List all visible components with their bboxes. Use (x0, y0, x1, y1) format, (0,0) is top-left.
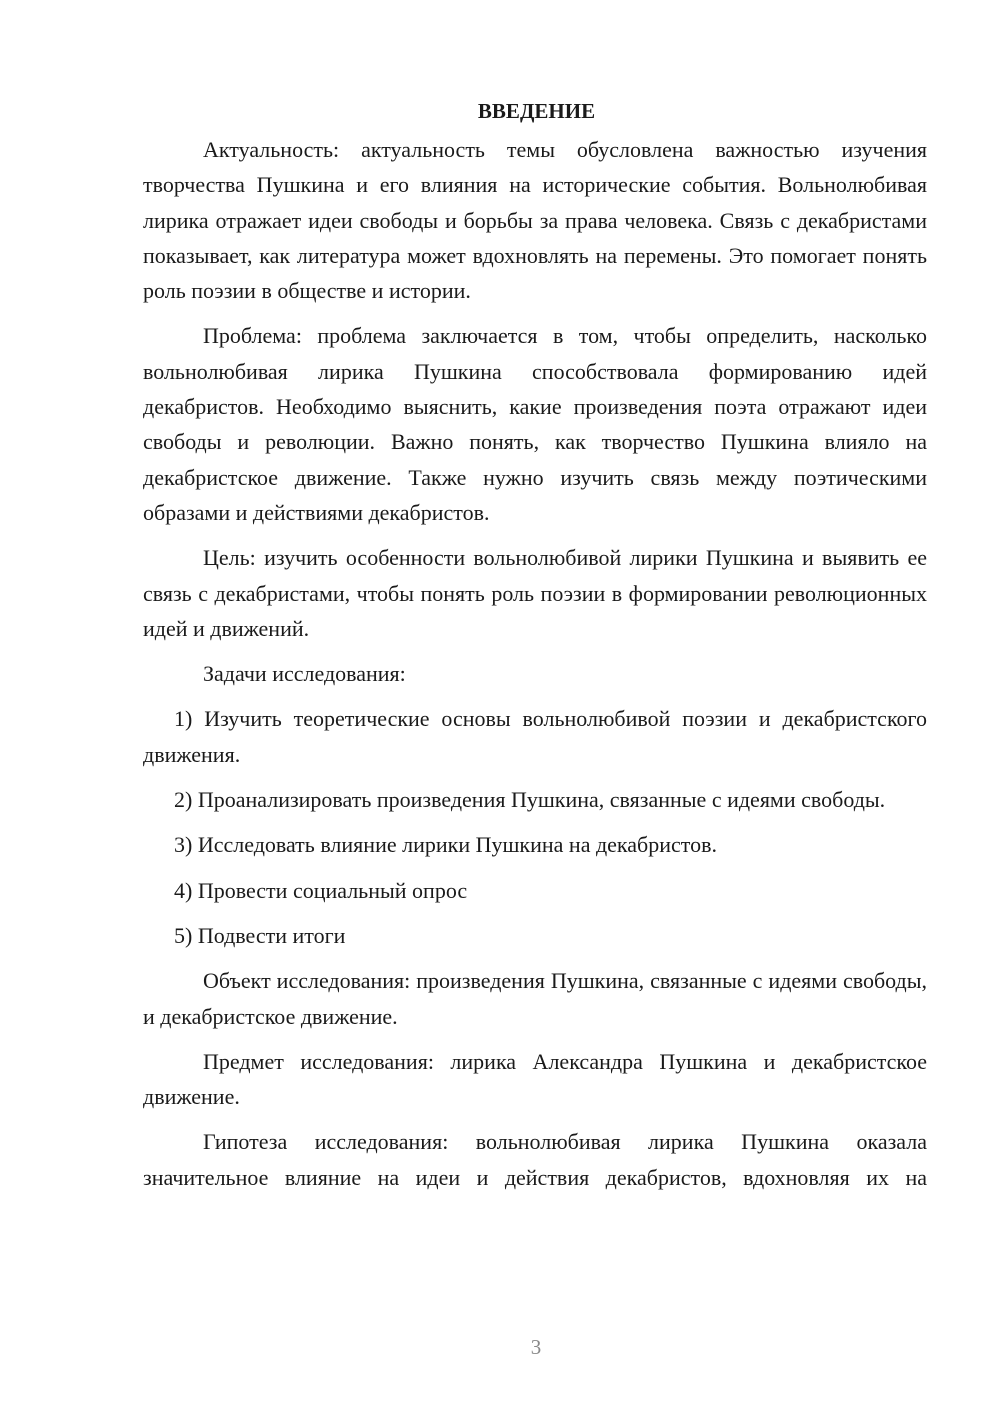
document-page (143, 97, 927, 1205)
task-item-5: 5) Подвести итоги (174, 922, 346, 948)
paragraph-goal: Цель: изучить особенности вольнолюбивой лирики Пушкина и выявить ее связь с декабристами, чтобы понять роль поэзии в формировании революционных идей и движений. (143, 545, 927, 641)
paragraph-object: Объект исследования: произведения Пушкина, связанные с идеями свободы, и декабристское движение. (143, 968, 927, 1029)
task-item-2: 2) Проанализировать произведения Пушкина, связанные с идеями свободы. (174, 787, 886, 813)
paragraph-hypothesis: Гипотеза исследования: вольнолюбивая лирика Пушкина оказала значительное влияние на идеи и действия декабристов, вдохновляя их на (143, 1129, 927, 1190)
task-item-4: 4) Провести социальный опрос (174, 877, 468, 903)
paragraph-tasks-heading: Задачи исследования: (203, 661, 406, 687)
task-item-3: 3) Исследовать влияние лирики Пушкина на декабристов. (174, 832, 717, 858)
paragraph-problem: Проблема: проблема заключается в том, чтобы определить, насколько вольнолюбивая лирика Пушкина способствовала формированию идей декабристов. Необходимо выяснить, какие произведения поэта отражают идеи свободы и революции. Важно понять, как творчество Пушкина влияло на декабристское движение. Также нужно изучить связь между поэтическими образами и действиями декабристов. (143, 323, 927, 525)
paragraph-relevance: Актуальность: актуальность темы обусловлена важностью изучения творчества Пушкина и его влияния на исторические события. Вольнолюбивая лирика отражает идеи свободы и борьбы за права человека. Связь с декабристами показывает, как литература может вдохновлять на перемены. Это помогает понять роль поэзии в обществе и истории. (143, 137, 927, 304)
task-item-1: 1) Изучить теоретические основы вольнолюбивой поэзии и декабристского движения. (143, 706, 927, 767)
page-number: 3 (530, 1335, 542, 1359)
paragraph-subject: Предмет исследования: лирика Александра Пушкина и декабристское движение. (143, 1048, 927, 1110)
document-title: ВВЕДЕНИЕ (477, 99, 596, 123)
